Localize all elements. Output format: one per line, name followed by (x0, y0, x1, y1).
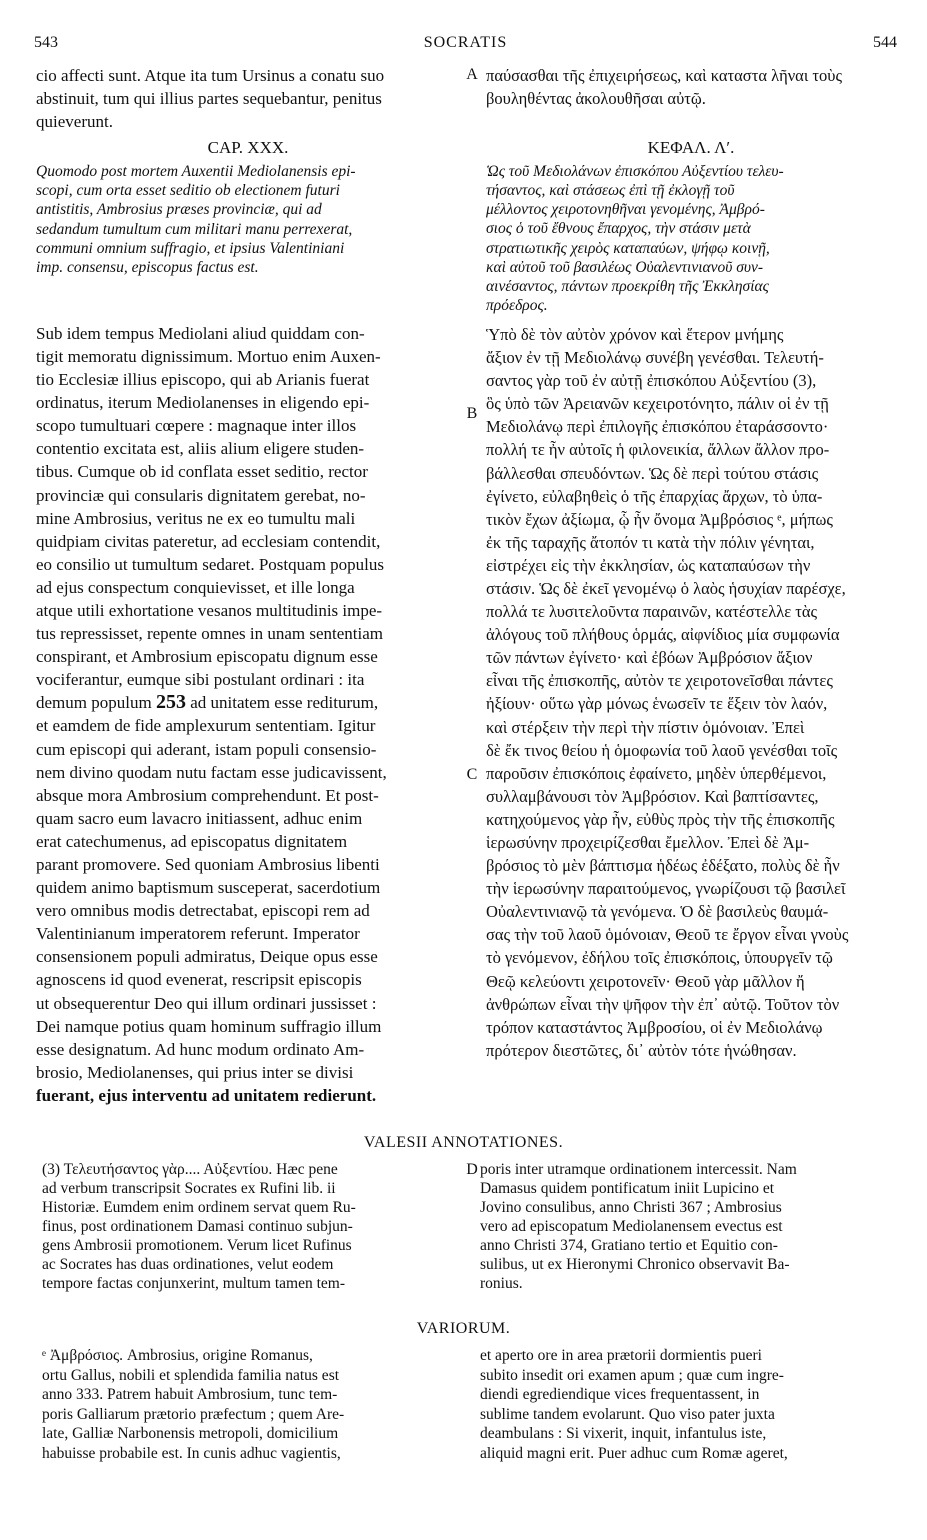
text-line: agnoscens id quod evenerat, rescripsit episcopis (36, 970, 362, 990)
text-line: σιος ὁ τοῦ ἔθνους ἔπαρχος, τὴν στάσιν μετὰ (486, 220, 751, 238)
text-line: Μεδιολάνῳ περὶ ἐπιλογῆς ἐπισκόπου ἐταράσσοντο· (486, 417, 829, 437)
text-line: tus repressisset, repente omnes in unam sententiam (36, 624, 383, 644)
text-line: ἀνθρώπων εἶναι τὴν ψῆφον τὴν ἐπ᾽ αὐτῷ. Τοῦτον τὸν (486, 994, 840, 1014)
variorum-right-column (480, 1346, 890, 1464)
text-line: πολλά τε λυσιτελοῦντα παραινῶν, κατέστελλε τὰς (486, 602, 818, 622)
text-line: consensionem populi admiratus, Deique opus esse (36, 947, 378, 967)
text-line: absque mora Ambrosium comprehendunt. Et post- (36, 785, 379, 805)
text-line: et eamdem de fide amplexurum sententiam. Igitur (36, 716, 376, 736)
text-line: brosio, Mediolanenses, qui prius inter se divisi (36, 1062, 354, 1082)
text-line: cio affecti sunt. Atque ita tum Ursinus a conatu suo (36, 66, 385, 85)
text-line: vero ad episcopatum Mediolanensem evectus est (480, 1218, 783, 1235)
text-line: πρότερον διεστῶτες, δι᾽ αὐτὸν τότε ἡνώθησαν. (486, 1040, 797, 1060)
greek-chapter-summary (486, 162, 896, 315)
text-line: ad verbum transcripsit Socrates ex Rufini lib. ii (42, 1180, 336, 1197)
valesii-left-column (42, 1160, 452, 1293)
text-line: Ὑπὸ δὲ τὸν αὐτὸν χρόνον καὶ ἕτερον μνήμης (486, 324, 784, 344)
margin-marker-a: A (466, 66, 478, 83)
text-line: scopo tumultuari cœpere : magnaque inter illos (36, 416, 357, 436)
text-line: Quomodo post mortem Auxentii Mediolanensis epi- (36, 163, 356, 181)
text-line: diendi egrediendique vices frequentassent, in (480, 1386, 760, 1404)
margin-marker-c: C (466, 766, 478, 783)
text-line: τῶν πάντων ἐγίνετο· καὶ ἐβόων Ἀμβρόσιον ἄξιον (486, 648, 813, 668)
page-number-left: 543 (34, 34, 58, 51)
text-line: εἰστρέχει εἰς τὴν ἐκκλησίαν, ὡς καταπαύσων τὴν (486, 555, 811, 575)
text-line: βουληθέντας ἀκολουθῆσαι αὐτῷ. (486, 89, 706, 109)
text-line: finus, post ordinationem Damasi continuo subjun- (42, 1218, 353, 1235)
text-line: nem divino quodam nutu factam esse judicavissent, (36, 762, 387, 782)
text-line: esse designatum. Ad hunc modum ordinato Am- (36, 1039, 365, 1059)
variorum-title: VARIORUM. (416, 1320, 511, 1337)
valesii-right-column (480, 1160, 890, 1293)
text-line: ἐκ τῆς ταραχῆς ἄτοπόν τι κατὰ τὴν πόλιν γένηται, (486, 532, 815, 552)
text-line: Valentinianum imperatorem referunt. Imperator (36, 924, 360, 944)
margin-marker-d: D (466, 1161, 478, 1178)
text-line: abstinuit, tum qui illius partes sequebantur, penitus (36, 89, 382, 109)
text-line: στάσιν. Ὡς δὲ ἐκεῖ γενομένῳ ὁ λαὸς ἡσυχίαν παρέσχε, (486, 578, 846, 598)
text-line: ἠξίουν· οὕτω γὰρ μόνως ἑνωσεῖν τε ἕξειν τὸν λαόν, (486, 694, 828, 714)
text-line: mine Ambrosius, veritus ne ex eo tumultu mali (36, 508, 356, 528)
text-line: Θεῷ κελεύοντι χειροτονεῖν· Θεοῦ γὰρ μᾶλλον ἤ (486, 971, 805, 991)
text-line: sublime tandem evolarunt. Quo viso pater juxta (480, 1405, 775, 1423)
text-line: fuerant, ejus interventu ad unitatem redierunt. (36, 1085, 377, 1105)
text-line: tigit memoratu dignissimum. Mortuo enim Auxen- (36, 346, 381, 366)
text-line: poris inter utramque ordinationem intercessit. Nam (480, 1161, 797, 1178)
text-line: κατηχούμενος γὰρ ἦν, εὐθὺς πρὸς τὴν τῆς ἐπισκοπῆς (486, 809, 835, 829)
running-header (34, 34, 897, 56)
text-line: imp. consensu, episcopus factus est. (36, 258, 259, 276)
page-number-right: 544 (873, 34, 897, 51)
text-line: ad ejus conspectum conquievisset, et ille longa (36, 577, 355, 597)
greek-body (486, 323, 896, 1062)
text-line: ὃς ὑπὸ τῶν Ἀρειανῶν κεχειροτόνητο, πάλιν οἱ ἐν τῇ (486, 394, 829, 414)
latin-intro (36, 64, 460, 133)
text-line: Dei namque potius quam hominum suffragio illum (36, 1016, 382, 1036)
text-line: contentio excitata est, aliis alium eligere studen- (36, 439, 365, 459)
text-line: ortu Gallus, nobili et splendida familia natus est (42, 1366, 340, 1384)
text-line: quidem animo baptismum susceperat, sacerdotium (36, 878, 381, 898)
text-line: habuisse probabile est. In cunis adhuc vagientis, (42, 1444, 341, 1462)
text-line: τρόπον καταστάντος Ἀμβροσίου, οἱ ἐν Μεδιολάνῳ (486, 1017, 823, 1037)
text-line: παύσασθαι τῆς ἐπιχειρήσεως, καὶ καταστα λῆναι τοὺς (486, 66, 842, 85)
text-line: ἀλόγους τοῦ πλήθους ὁρμάς, αἰφνίδιος μία συμφωνία (486, 625, 840, 645)
text-line: conspirant, et Ambrosium episcopatu dignum esse (36, 647, 378, 667)
latin-chapter-summary (36, 162, 460, 277)
text-line: cum episcopi qui aderant, istam populi consensio- (36, 739, 377, 759)
text-line: πρόεδρος. (486, 296, 548, 314)
text-line: ronius. (480, 1275, 523, 1292)
text-line: αινέσαντος, πάντων προεκρίθη τῆς Ἐκκλησίας (486, 277, 769, 295)
greek-chapter-heading: ΚΕΦΑΛ. Λʹ. (647, 138, 735, 158)
text-line: erat catechumenus, ad episcopatus dignitatem (36, 831, 348, 851)
text-line: βρόσιος τὸ μὲν βάπτισμα ἡδέως ἐδέξατο, πολὺς δὲ ἦν (486, 856, 840, 876)
text-line: εἶναι τῆς ἐπισκοπῆς, αὐτὸν τε χειροτονεῖσθαι πάντες (486, 671, 833, 691)
text-line: scopi, cum orta esset seditio ob electionem futuri (36, 182, 340, 200)
running-title: SOCRATIS (423, 34, 508, 51)
text-line: Sub idem tempus Mediolani aliud quiddam con- (36, 323, 365, 343)
text-line: antistitis, Ambrosius præses provinciæ, qui ad (36, 201, 322, 219)
text-line: μέλλοντος χειροτονηθῆναι γενομένης, Ἀμβρό- (486, 201, 765, 219)
text-line: tio Ecclesiæ illius episcopo, qui ab Arianis fuerat (36, 370, 370, 390)
text-line: provinciæ qui consularis dignitatem gerebat, no- (36, 485, 366, 505)
latin-chapter-heading: CAP. XXX. (207, 138, 289, 158)
margin-marker-b: B (466, 405, 478, 422)
text-line: et aperto ore in area prætorii dormientis pueri (480, 1347, 762, 1364)
text-line: ᵉ Ἀμβρόσιος. Ambrosius, origine Romanus, (42, 1347, 313, 1364)
column-number-253: 253 (155, 691, 186, 714)
text-line: sulibus, ut ex Hieronymi Chronico observavit Ba- (480, 1256, 790, 1273)
text-line: Damasus quidem pontificatum iniit Lupicino et (480, 1180, 775, 1197)
text-line: τικὸν ἔχων ἀξίωμα, ᾧ ἦν ὄνομα Ἀμβρόσιος ᵉ, μήπως (486, 509, 833, 529)
text-line: ut obsequerentur Deo qui illum ordinari jussisset : (36, 993, 377, 1013)
text-line: Οὐαλεντινιανῷ τὰ γενόμενα. Ὁ δὲ βασιλεὺς θαυμά- (486, 902, 829, 922)
text-line: ἱερωσύνην προχειρίζεσθαι ἔμελλον. Ἐπεὶ δὲ Ἀμ- (486, 833, 810, 852)
text-line: (3) Τελευτήσαντος γὰρ.... Αὐξεντίου. Hæc pene (42, 1161, 338, 1178)
text-line: ordinatus, iterum Mediolanenses in eligendo epi- (36, 393, 370, 413)
greek-intro (486, 64, 896, 110)
text-line: quieverunt. (36, 112, 113, 132)
text-line: ἄξιον ἐν τῇ Μεδιολάνῳ συνέβη γενέσθαι. Τελευτή- (486, 348, 824, 368)
text-line: gens Ambrosii promotionem. Verum licet Rufinus (42, 1237, 352, 1254)
variorum-left-column (42, 1346, 452, 1464)
text-line: Historiæ. Eumdem enim ordinem servat quem Ru- (42, 1199, 356, 1216)
text-line: vero omnibus modis detrectabat, episcopi rem ad (36, 901, 370, 921)
text-line: στρατιωτικῆς χειρὸς καταπαύων, ψήφῳ κοινῇ, (486, 239, 770, 257)
text-line: καὶ στέρξειν τὴν περὶ τὴν πίστιν ὁμόνοιαν. Ἐπεὶ (486, 717, 805, 737)
latin-body (36, 322, 460, 692)
text-line: eo consilio ut tumultum sedaret. Postquam populus (36, 554, 385, 574)
text-line: poris Galliarum prætorio præfectum ; quem Are- (42, 1405, 345, 1423)
valesii-title: VALESII ANNOTATIONES. (363, 1134, 564, 1151)
text-line: sedandum tumultum cum militari manu perrexerat, (36, 220, 353, 238)
latin-column (36, 64, 460, 1107)
text-line: atque utili exhortatione vesanos multitudinis impe- (36, 600, 383, 620)
latin-body-continued (36, 714, 460, 1107)
greek-column (486, 64, 896, 1062)
text-line: aliquid magni erit. Puer adhuc cum Romæ ageret, (480, 1444, 788, 1462)
text-line: quidpiam civitas pateretur, ad ecclesiam contendit, (36, 531, 381, 551)
text-line: σας τὴν τοῦ λαοῦ ὁμόνοιαν, Θεοῦ τε ἔργον εἶναι γνοὺς (486, 925, 849, 945)
text-line: deambulans : Si vixerit, inquit, infantulus iste, (480, 1425, 767, 1443)
text-line: συλλαμβάνουσι τὸν Ἀμβρόσιον. Καὶ βαπτίσαντες, (486, 786, 819, 806)
text-line: Jovino consulibus, anno Christi 367 ; Ambrosius (480, 1199, 782, 1216)
text-line: τὴν ἱερωσύνην παραιτούμενος, γνωρίζουσι τῷ βασιλεῖ (486, 879, 846, 899)
latin-body-line-253: demum populum 253 ad unitatem esse rediturum, (36, 691, 379, 714)
text-line: tibus. Cumque ob id conflata esset seditio, rector (36, 462, 368, 482)
text-line: τὸ γενόμενον, ἐδήλου τοῖς ἐπισκόποις, ὑπουργεῖν τῷ (486, 948, 833, 968)
text-line: late, Galliæ Narbonensis metropoli, domicilium (42, 1425, 339, 1443)
text-line: subito insedit ori examen apum ; quæ cum ingre- (480, 1366, 784, 1384)
text-line: anno Christi 374, Gratiano tertio et Equitio con- (480, 1237, 778, 1254)
text-line: παροῦσιν ἐπισκόποις ἐφαίνετο, μηδὲν ὑπερθέμενοι, (486, 763, 827, 783)
text-line: quam sacro eum lavacro initiassent, adhuc enim (36, 808, 363, 828)
text-line: πολλή τε ἦν αὐτοῖς ἡ φιλονεικία, ἄλλων ἄλλον προ- (486, 440, 830, 460)
text-line: καὶ αὐτοῦ τοῦ βασιλέως Οὐαλεντινιανοῦ συν- (486, 258, 764, 276)
text-line: ac Socrates has duas ordinationes, velut eodem (42, 1256, 334, 1273)
text-line: Ὡς τοῦ Μεδιολάνων ἐπισκόπου Αὐξεντίου τελευ- (486, 163, 784, 181)
text-line: βάλλεσθαι σπευδόντων. Ὡς δὲ περὶ τούτου στάσις (486, 463, 819, 483)
text-line: tempore factas conjunxerint, multum tamen tem- (42, 1275, 346, 1292)
text-line: σαντος γὰρ τοῦ ἐν αὐτῇ ἐπισκόπου Αὐξεντίου (3), (486, 371, 817, 391)
text-line: δὲ ἔκ τινος θείου ἡ ὁμοφωνία τοῦ λαοῦ γενέσθαι τοῖς (486, 740, 838, 760)
text-line: communi omnium suffragio, et ipsius Valentiniani (36, 239, 345, 257)
text-line: τήσαντος, καὶ στάσεως ἐπὶ τῇ ἐκλογῇ τοῦ (486, 182, 735, 200)
text-line: vociferantur, eumque sibi postulant ordinari : ita (36, 670, 365, 690)
text-line: anno 333. Patrem habuit Ambrosium, tunc tem- (42, 1386, 338, 1404)
text-line: parant promovere. Sed quoniam Ambrosius libenti (36, 855, 380, 874)
text-line: ἐγίνετο, εὐλαβηθεὶς ὁ τῆς ἐπαρχίας ἄρχων, τὸ ὑπα- (486, 486, 823, 506)
